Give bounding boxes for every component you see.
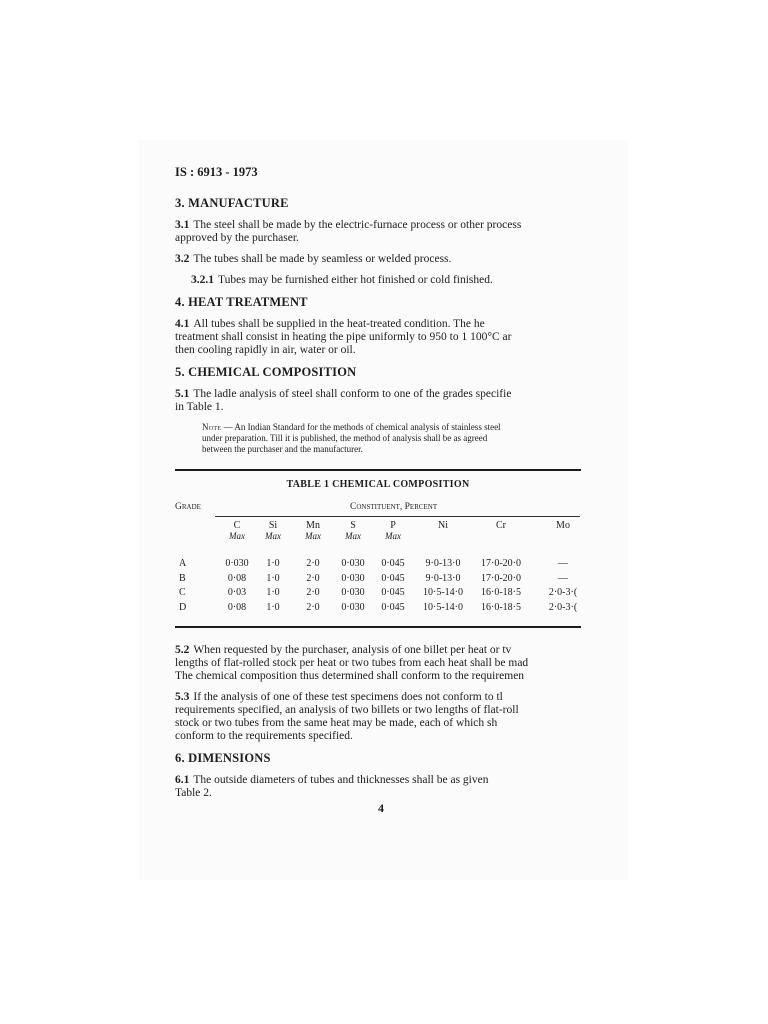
clause-number: 5.2 — [175, 644, 190, 656]
table-cell: 17·0-20·0 — [481, 572, 521, 584]
column-name: Mn — [306, 520, 320, 531]
clause-text: Tubes may be furnished either hot finished or cold finished. — [218, 274, 493, 286]
column-name: Si — [268, 520, 278, 531]
column-header — [545, 520, 581, 531]
table-cell: 10·5-14·0 — [423, 601, 463, 613]
clause-3-2 — [175, 253, 581, 266]
table-cell: 0·030 — [341, 601, 365, 613]
table-row — [175, 558, 581, 573]
grade-cell: D — [179, 601, 187, 613]
constituent-header: Constituent, Percent — [350, 502, 438, 512]
clause-number: 3.1 — [175, 219, 190, 231]
table-cell: 2·0-3·( — [548, 587, 578, 598]
note-label: Note — [202, 422, 222, 432]
table-cell: 2·0 — [306, 572, 320, 584]
table-cell: 2·0 — [306, 587, 320, 598]
column-header — [255, 520, 291, 541]
note — [175, 422, 581, 455]
table-cell: 0·08 — [227, 572, 247, 584]
table-header — [175, 502, 581, 558]
column-header — [375, 520, 411, 541]
page-content — [175, 165, 581, 808]
grade-cell: A — [179, 558, 187, 569]
clause-text: requirements specified, an analysis of two billets or two lengths of flat-roll — [175, 704, 519, 716]
grade-cell: C — [179, 587, 186, 598]
clause-4-1 — [175, 318, 581, 357]
table-cell: 0·030 — [225, 558, 249, 569]
clause-text: Table 2. — [175, 787, 212, 799]
column-name: Ni — [438, 520, 448, 531]
clause-text: All tubes shall be supplied in the heat-treated condition. The he — [193, 318, 485, 330]
section-6-heading: 6. DIMENSIONS — [175, 751, 271, 765]
clause-number: 3.2.1 — [191, 274, 214, 286]
table-cell: 1·0 — [266, 572, 280, 584]
table-cell: 1·0 — [266, 558, 280, 569]
table-cell: — — [558, 558, 568, 569]
grade-column-header: Grade — [175, 502, 201, 512]
clause-text: treatment shall consist in heating the pipe uniformly to 950 to 1 100°C ar — [175, 331, 512, 343]
column-name: C — [233, 520, 241, 531]
grade-cell: B — [179, 572, 186, 584]
clause-text: in Table 1. — [175, 401, 224, 413]
page-number: 4 — [378, 801, 384, 815]
clause-text: then cooling rapidly in air, water or oil. — [175, 344, 356, 356]
table-cell: 2·0 — [306, 601, 320, 613]
table-cell: 0·030 — [341, 558, 365, 569]
column-subheader: Max — [345, 531, 361, 541]
table-cell: 1·0 — [266, 601, 280, 613]
clause-number: 5.1 — [175, 388, 190, 400]
clause-text: If the analysis of one of these test specimens does not conform to tl — [193, 691, 503, 703]
table-cell: 0·030 — [341, 587, 365, 598]
table-row — [175, 573, 581, 588]
column-header — [483, 520, 519, 531]
table-cell: 10·5-14·0 — [423, 587, 463, 598]
clause-5-1 — [175, 388, 581, 414]
column-header — [425, 520, 461, 531]
clause-number: 6.1 — [175, 774, 190, 786]
section-5-heading: 5. CHEMICAL COMPOSITION — [175, 365, 357, 379]
column-header — [219, 520, 255, 541]
table-cell: 0·03 — [227, 587, 247, 598]
clause-text: stock or two tubes from the same heat may be made, each of which sh — [175, 717, 498, 729]
note-text: between the purchaser and the manufacturer. — [202, 444, 363, 454]
clause-text: conform to the requirements specified. — [175, 730, 353, 742]
standard-id: IS : 6913 - 1973 — [175, 165, 258, 179]
clause-3-2-1 — [175, 274, 581, 287]
note-text: under preparation. Till it is published, the method of analysis shall be as agreed — [202, 433, 488, 443]
column-subheader: Max — [385, 531, 401, 541]
clause-6-1 — [175, 774, 581, 800]
table-cell: 16·0-18·5 — [481, 587, 521, 598]
clause-text: lengths of flat-rolled stock per heat or two tubes from each heat shall be mad — [175, 657, 529, 669]
table-cell: 2·0 — [306, 558, 320, 569]
table-cell: 16·0-18·5 — [481, 601, 521, 613]
column-subheader: Max — [305, 531, 321, 541]
clause-3-1 — [175, 219, 581, 245]
clause-5-3 — [175, 691, 581, 743]
clause-number: 3.2 — [175, 253, 190, 265]
column-header — [335, 520, 371, 541]
clause-text: When requested by the purchaser, analysis of one billet per heat or tv — [193, 644, 512, 656]
clause-text: The steel shall be made by the electric-furnace process or other process — [193, 219, 522, 231]
clause-number: 5.3 — [175, 691, 190, 703]
table-cell: 1·0 — [266, 587, 280, 598]
column-name: Mo — [556, 520, 570, 531]
column-name: P — [390, 520, 396, 531]
clause-text: The chemical composition thus determined shall conform to the requiremen — [175, 670, 525, 682]
table-row — [175, 587, 581, 602]
table-cell: 0·045 — [381, 601, 405, 613]
table-body — [175, 558, 581, 616]
table-cell: 0·045 — [381, 587, 405, 598]
clause-number: 4.1 — [175, 318, 190, 330]
clause-text: The tubes shall be made by seamless or welded process. — [193, 253, 452, 265]
table-title: TABLE 1 CHEMICAL COMPOSITION — [286, 479, 470, 490]
table-cell: — — [558, 572, 568, 584]
clause-text: approved by the purchaser. — [175, 232, 299, 244]
clause-5-2 — [175, 644, 581, 683]
column-header — [295, 520, 331, 541]
table-cell: 9·0-13·0 — [425, 558, 461, 569]
column-subheader: Max — [265, 531, 281, 541]
column-name: Cr — [496, 520, 506, 531]
table-cell: 0·030 — [341, 572, 365, 584]
column-subheader: Max — [229, 531, 245, 541]
table-1 — [175, 469, 581, 628]
table-cell: 0·08 — [227, 601, 247, 613]
table-cell: 17·0-20·0 — [481, 558, 521, 569]
table-cell: 2·0-3·( — [548, 601, 578, 613]
column-name: S — [350, 520, 356, 531]
table-row — [175, 602, 581, 617]
table-cell: 0·045 — [381, 558, 405, 569]
section-3-heading: 3. MANUFACTURE — [175, 196, 289, 210]
note-text: — An Indian Standard for the methods of chemical analysis of stainless steel — [223, 422, 501, 432]
section-4-heading: 4. HEAT TREATMENT — [175, 295, 308, 309]
table-cell: 0·045 — [381, 572, 405, 584]
clause-text: The outside diameters of tubes and thicknesses shall be as given — [193, 774, 489, 786]
table-cell: 9·0-13·0 — [425, 572, 461, 584]
clause-text: The ladle analysis of steel shall conform to one of the grades specifie — [193, 388, 512, 400]
